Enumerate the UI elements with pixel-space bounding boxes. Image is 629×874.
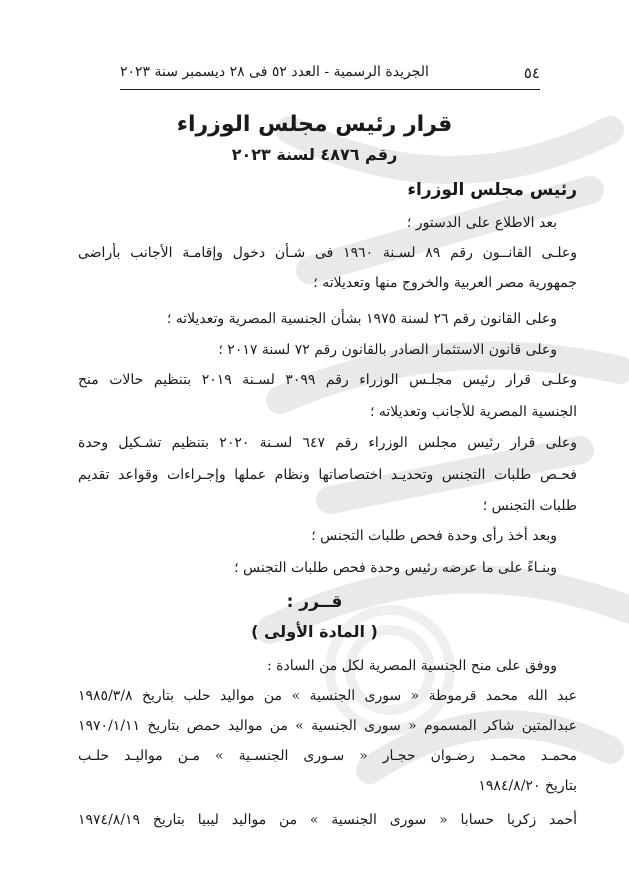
person-entry: محمـد محمـد رضـوان حجـار « سـورى الجنسـية » مـن مواليـد حلـب bbox=[78, 748, 577, 764]
preamble-line: وعلى قرار رئيس مجلس الوزراء رقم ٦٤٧ لسـنة ٢٠٢٠ بتنظيم تشـكيل وحدة bbox=[78, 435, 577, 451]
preamble-line: بعد الاطلاع على الدستور ؛ bbox=[406, 215, 557, 231]
preamble-line: وبعد أخذ رأى وحدة فحص طلبات التجنس ؛ bbox=[311, 528, 557, 544]
article-intro: ووفق على منح الجنسية المصرية لكل من السادة : bbox=[266, 658, 557, 674]
gazette-issue-line: الجريدة الرسمية - العدد ٥٢ فى ٢٨ ديسمبر سنة ٢٠٢٣ bbox=[120, 64, 429, 80]
preamble-line: وعلـى قرار رئيس مجلـس الوزراء رقم ٣٠٩٩ لسـنة ٢٠١٩ بتنظيم حالات منح bbox=[78, 372, 577, 388]
decision-heading: قــرر : bbox=[286, 592, 343, 612]
decree-title: قرار رئيس مجلس الوزراء bbox=[176, 112, 453, 137]
person-entry: بتاريخ ١٩٨٤/٨/٢٠ bbox=[478, 778, 577, 794]
person-entry: عبد الله محمد قرموطة « سورى الجنسية » من مواليد حلب بتاريخ ١٩٨٥/٣/٨ bbox=[78, 688, 577, 704]
person-entry: أحمد زكريا حسابا « سورى الجنسية » من مواليد ليبيا بتاريخ ١٩٧٤/٨/١٩ bbox=[78, 812, 577, 828]
decree-number: رقم ٤٨٧٦ لسنة ٢٠٢٣ bbox=[231, 145, 398, 164]
preamble-line: وعلى القانون رقم ٢٦ لسنة ١٩٧٥ بشأن الجنسية المصرية وتعديلاته ؛ bbox=[166, 311, 557, 327]
page-header bbox=[120, 62, 540, 88]
header-divider bbox=[120, 89, 540, 90]
preamble-line: جمهورية مصر العربية والخروج منها وتعديلاته ؛ bbox=[313, 275, 577, 291]
decree-issuer: رئيس مجلس الوزراء bbox=[407, 180, 577, 200]
page-number: ٥٤ bbox=[523, 64, 540, 82]
preamble-line: فحـص طلبات التجنس وتحديـد اختصاصاتها ونظام عملها وإجـراءات وقواعد تقديم bbox=[78, 467, 578, 483]
preamble-line: وعلـى القانــون رقم ٨٩ لسـنة ١٩٦٠ فى شـأن دخول وإقامـة الأجانب بأراضى bbox=[78, 245, 577, 261]
article-heading: ( المادة الأولى ) bbox=[251, 622, 378, 641]
preamble-line: الجنسية المصرية للأجانب وتعديلاته ؛ bbox=[370, 404, 577, 420]
person-entry: عبدالمتين شاكر المسموم « سورى الجنسية » من مواليد حمص بتاريخ ١٩٧٠/١/١١ bbox=[78, 718, 577, 734]
preamble-line: وعلى قانون الاستثمار الصادر بالقانون رقم ٧٢ لسنة ٢٠١٧ ؛ bbox=[218, 342, 557, 358]
preamble-line: وبنـاءً على ما عرضه رئيس وحدة فحص طلبات التجنس ؛ bbox=[234, 560, 557, 576]
preamble-line: طلبات التجنس ؛ bbox=[482, 498, 577, 514]
